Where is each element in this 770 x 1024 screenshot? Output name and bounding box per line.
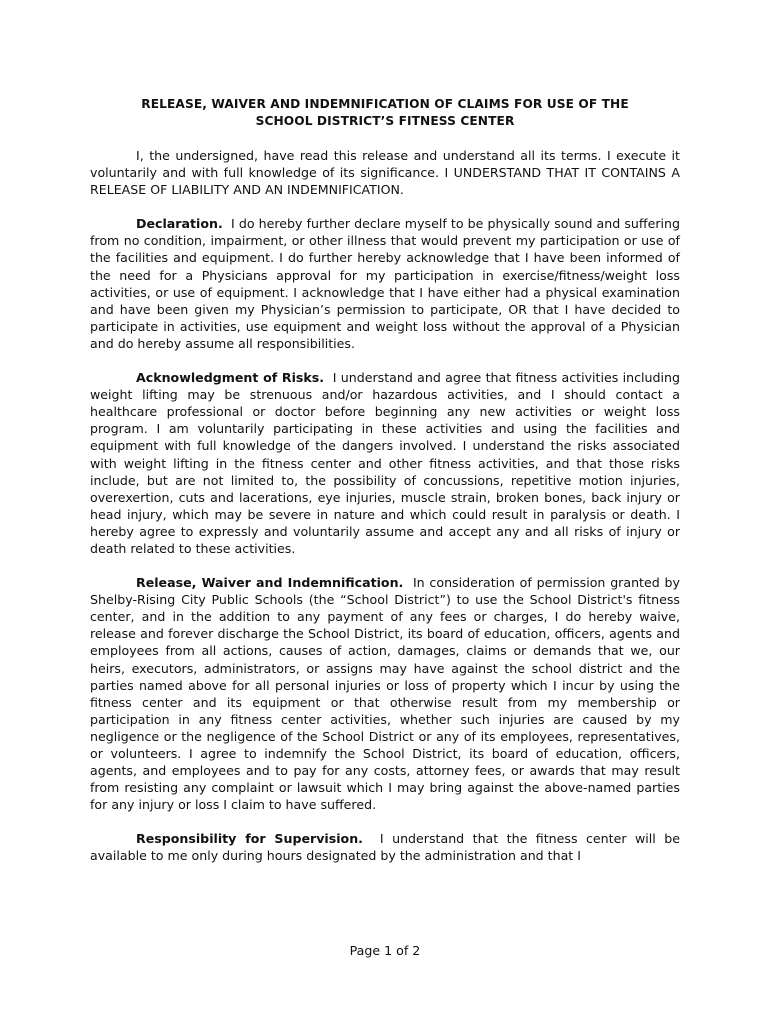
- supervision-text: I understand that the fitness center will be available to me only during hours designated by the administration and that I: [90, 831, 680, 864]
- declaration-paragraph: [90, 215, 680, 352]
- title-line-2: SCHOOL DISTRICT’S FITNESS CENTER: [255, 114, 515, 128]
- risks-text: I understand and agree that fitness activities including weight lifting may be strenuous and/or hazardous activities, and I should contact a healthcare professional or doctor before beginning any new activities or weight loss program. I am voluntarily participating in these activities and using the facilities and equipment with full knowledge of the dangers involved. I understand the risks associated with weight lifting in the fitness center and other fitness activities, and that those risks include, but are not limited to, the possibility of concussions, repetitive motion injuries, overexertion, cuts and lacerations, eye injuries, muscle strain, broken bones, back injury or head injury, which may be severe in nature and which could result in paralysis or death. I hereby agree to expressly and voluntarily assume and accept any and all risks of injury or death related to these activities.: [90, 370, 680, 556]
- intro-paragraph: I, the undersigned, have read this release and understand all its terms. I execute it voluntarily and with full knowledge of its significance. I UNDERSTAND THAT IT CONTAINS A RELEASE OF LIABILITY AND AN INDEMNIFICATION.: [90, 148, 680, 198]
- supervision-paragraph: [90, 830, 680, 864]
- risks-paragraph: [90, 369, 680, 557]
- declaration-text: I do hereby further declare myself to be physically sound and suffering from no condition, impairment, or other illness that would prevent my participation or use of the facilities and equipment. I do further hereby acknowledge that I have been informed of the need for a Physicians approval for my participation in exercise/fitness/weight loss activities, or use of equipment. I acknowledge that I have either had a physical examination and have been given my Physician’s permission to participate, OR that I have decided to participate in activities, use equipment and weight loss without the approval of a Physician and do hereby assume all responsibilities.: [90, 216, 680, 351]
- risks-heading: Acknowledgment of Risks.: [136, 370, 325, 386]
- document-body: [90, 147, 680, 882]
- title-line-1: RELEASE, WAIVER AND INDEMNIFICATION OF CLAIMS FOR USE OF THE: [141, 97, 629, 111]
- supervision-heading: Responsibility for Supervision.: [136, 831, 363, 847]
- release-paragraph: [90, 574, 680, 813]
- declaration-heading: Declaration.: [136, 216, 223, 232]
- page-number: Page 1 of 2: [349, 943, 421, 958]
- release-text: In consideration of permission granted by Shelby-Rising City Public Schools (the “School District”) to use the School District's fitness center, and in the addition to any payment of any fees or charges, I do hereby waive, release and forever discharge the School District, its board of education, officers, agents and employees from all actions, causes of action, damages, claims or demands that we, our heirs, executors, administrators, or assigns may have against the school district and the parties named above for all personal injuries or loss of property which I incur by using the fitness center and its equipment or that otherwise result from my membership or participation in any fitness center activities, whether such injuries are caused by my negligence or the negligence of the School District or any of its employees, representatives, or volunteers. I agree to indemnify the School District, its board of education, officers, agents, and employees and to pay for any costs, attorney fees, or awards that may result from resisting any complaint or lawsuit which I may bring against the above-named parties for any injury or loss I claim to have suffered.: [90, 575, 680, 813]
- release-heading: Release, Waiver and Indemnification.: [136, 575, 404, 591]
- document-title: [90, 96, 680, 130]
